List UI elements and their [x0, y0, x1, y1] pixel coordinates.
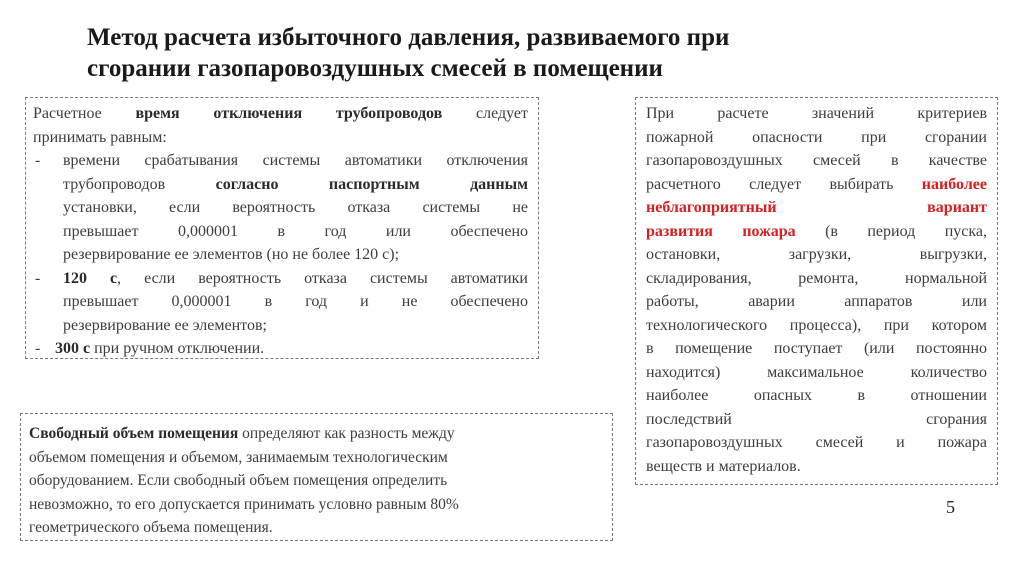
right-line: работы, аварии аппаратов или [646, 293, 987, 310]
intro-text-b: следует [442, 105, 529, 122]
shutoff-time-box [25, 97, 539, 359]
highlight-worst-case: наиболее [921, 175, 987, 193]
right-line: в помещение поступает (или постоянно [646, 340, 987, 357]
item1-line2-a: трубопроводов [63, 175, 216, 193]
item1-line5: резервирование ее элементов (но не более 120 с); [63, 246, 400, 263]
highlight-worst-case-2: неблагоприятный вариант [646, 199, 987, 216]
free-volume-line: геометрического объема помещения. [29, 519, 273, 536]
free-volume-box [20, 413, 613, 541]
intro-text-a: Расчетное [33, 105, 136, 122]
right-line: остановки, загрузки, выгрузки, [646, 246, 987, 263]
intro-bold: время отключения трубопроводов [135, 105, 443, 122]
free-volume-line: оборудованием. Если свободный объем помещения определить [29, 472, 448, 489]
highlight-fire-development: развития пожара [646, 222, 796, 240]
right-line: пожарной опасности при сгорании [646, 128, 987, 146]
right-line: технологического процесса), при котором [646, 316, 987, 334]
item2-bold: 120 с [63, 269, 118, 287]
list-item [33, 267, 528, 338]
list-item [33, 149, 528, 267]
item1-line3: установки, если вероятность отказа системы не [63, 199, 528, 216]
right-line: последствий сгорания [646, 410, 987, 428]
title-line-1: Метод расчета избыточного давления, развиваемого при [87, 24, 730, 51]
item1-line1: времени срабатывания системы автоматики отключения [63, 152, 528, 169]
title-line-2: сгорании газопаровоздушных смесей в помещении [87, 55, 663, 82]
free-volume-line: объемом помещения и объемом, занимаемым технологическим [29, 448, 448, 466]
right-line: При расчете значений критериев [646, 105, 987, 122]
list-dash: - [35, 269, 41, 287]
right-line: складирования, ремонта, нормальной [646, 269, 987, 287]
free-volume-line1: определяют как разность между [238, 425, 455, 442]
list-item [33, 337, 528, 361]
right-line: наиболее опасных в отношении [646, 387, 987, 404]
item3-text: при ручном отключении. [90, 340, 265, 357]
right-line: газопаровоздушных смесей и пожара [646, 434, 987, 451]
item1-line4: превышает 0,000001 в год или обеспечено [63, 222, 528, 240]
item1-line2-bold: согласно паспортным данным [215, 175, 528, 193]
free-volume-bold: Свободный объем помещения [29, 425, 239, 442]
slide-title [87, 22, 967, 84]
right-line-4a: расчетного следует выбирать [646, 175, 922, 193]
right-line: веществ и материалов. [646, 457, 801, 475]
calculation-criteria-box [635, 97, 998, 485]
item2-line2: превышает 0,000001 в год и не обеспечено [63, 293, 528, 310]
free-volume-line: невозможно, то его допускается принимать условно равным 80% [29, 495, 459, 513]
item2-line3: резервирование ее элементов; [63, 316, 267, 334]
list-dash: - [35, 340, 41, 357]
item2-line1: , если вероятность отказа системы автоматики [117, 269, 528, 287]
intro-line-2: принимать равным: [33, 128, 167, 146]
right-line-6b: (в период пуска, [795, 222, 987, 240]
right-line: находится) максимальное количество [646, 363, 987, 381]
page-number: 5 [946, 497, 955, 517]
list-dash: - [35, 152, 41, 169]
item3-bold: 300 с [55, 340, 91, 357]
right-line: газопаровоздушных смесей в качестве [646, 152, 987, 169]
